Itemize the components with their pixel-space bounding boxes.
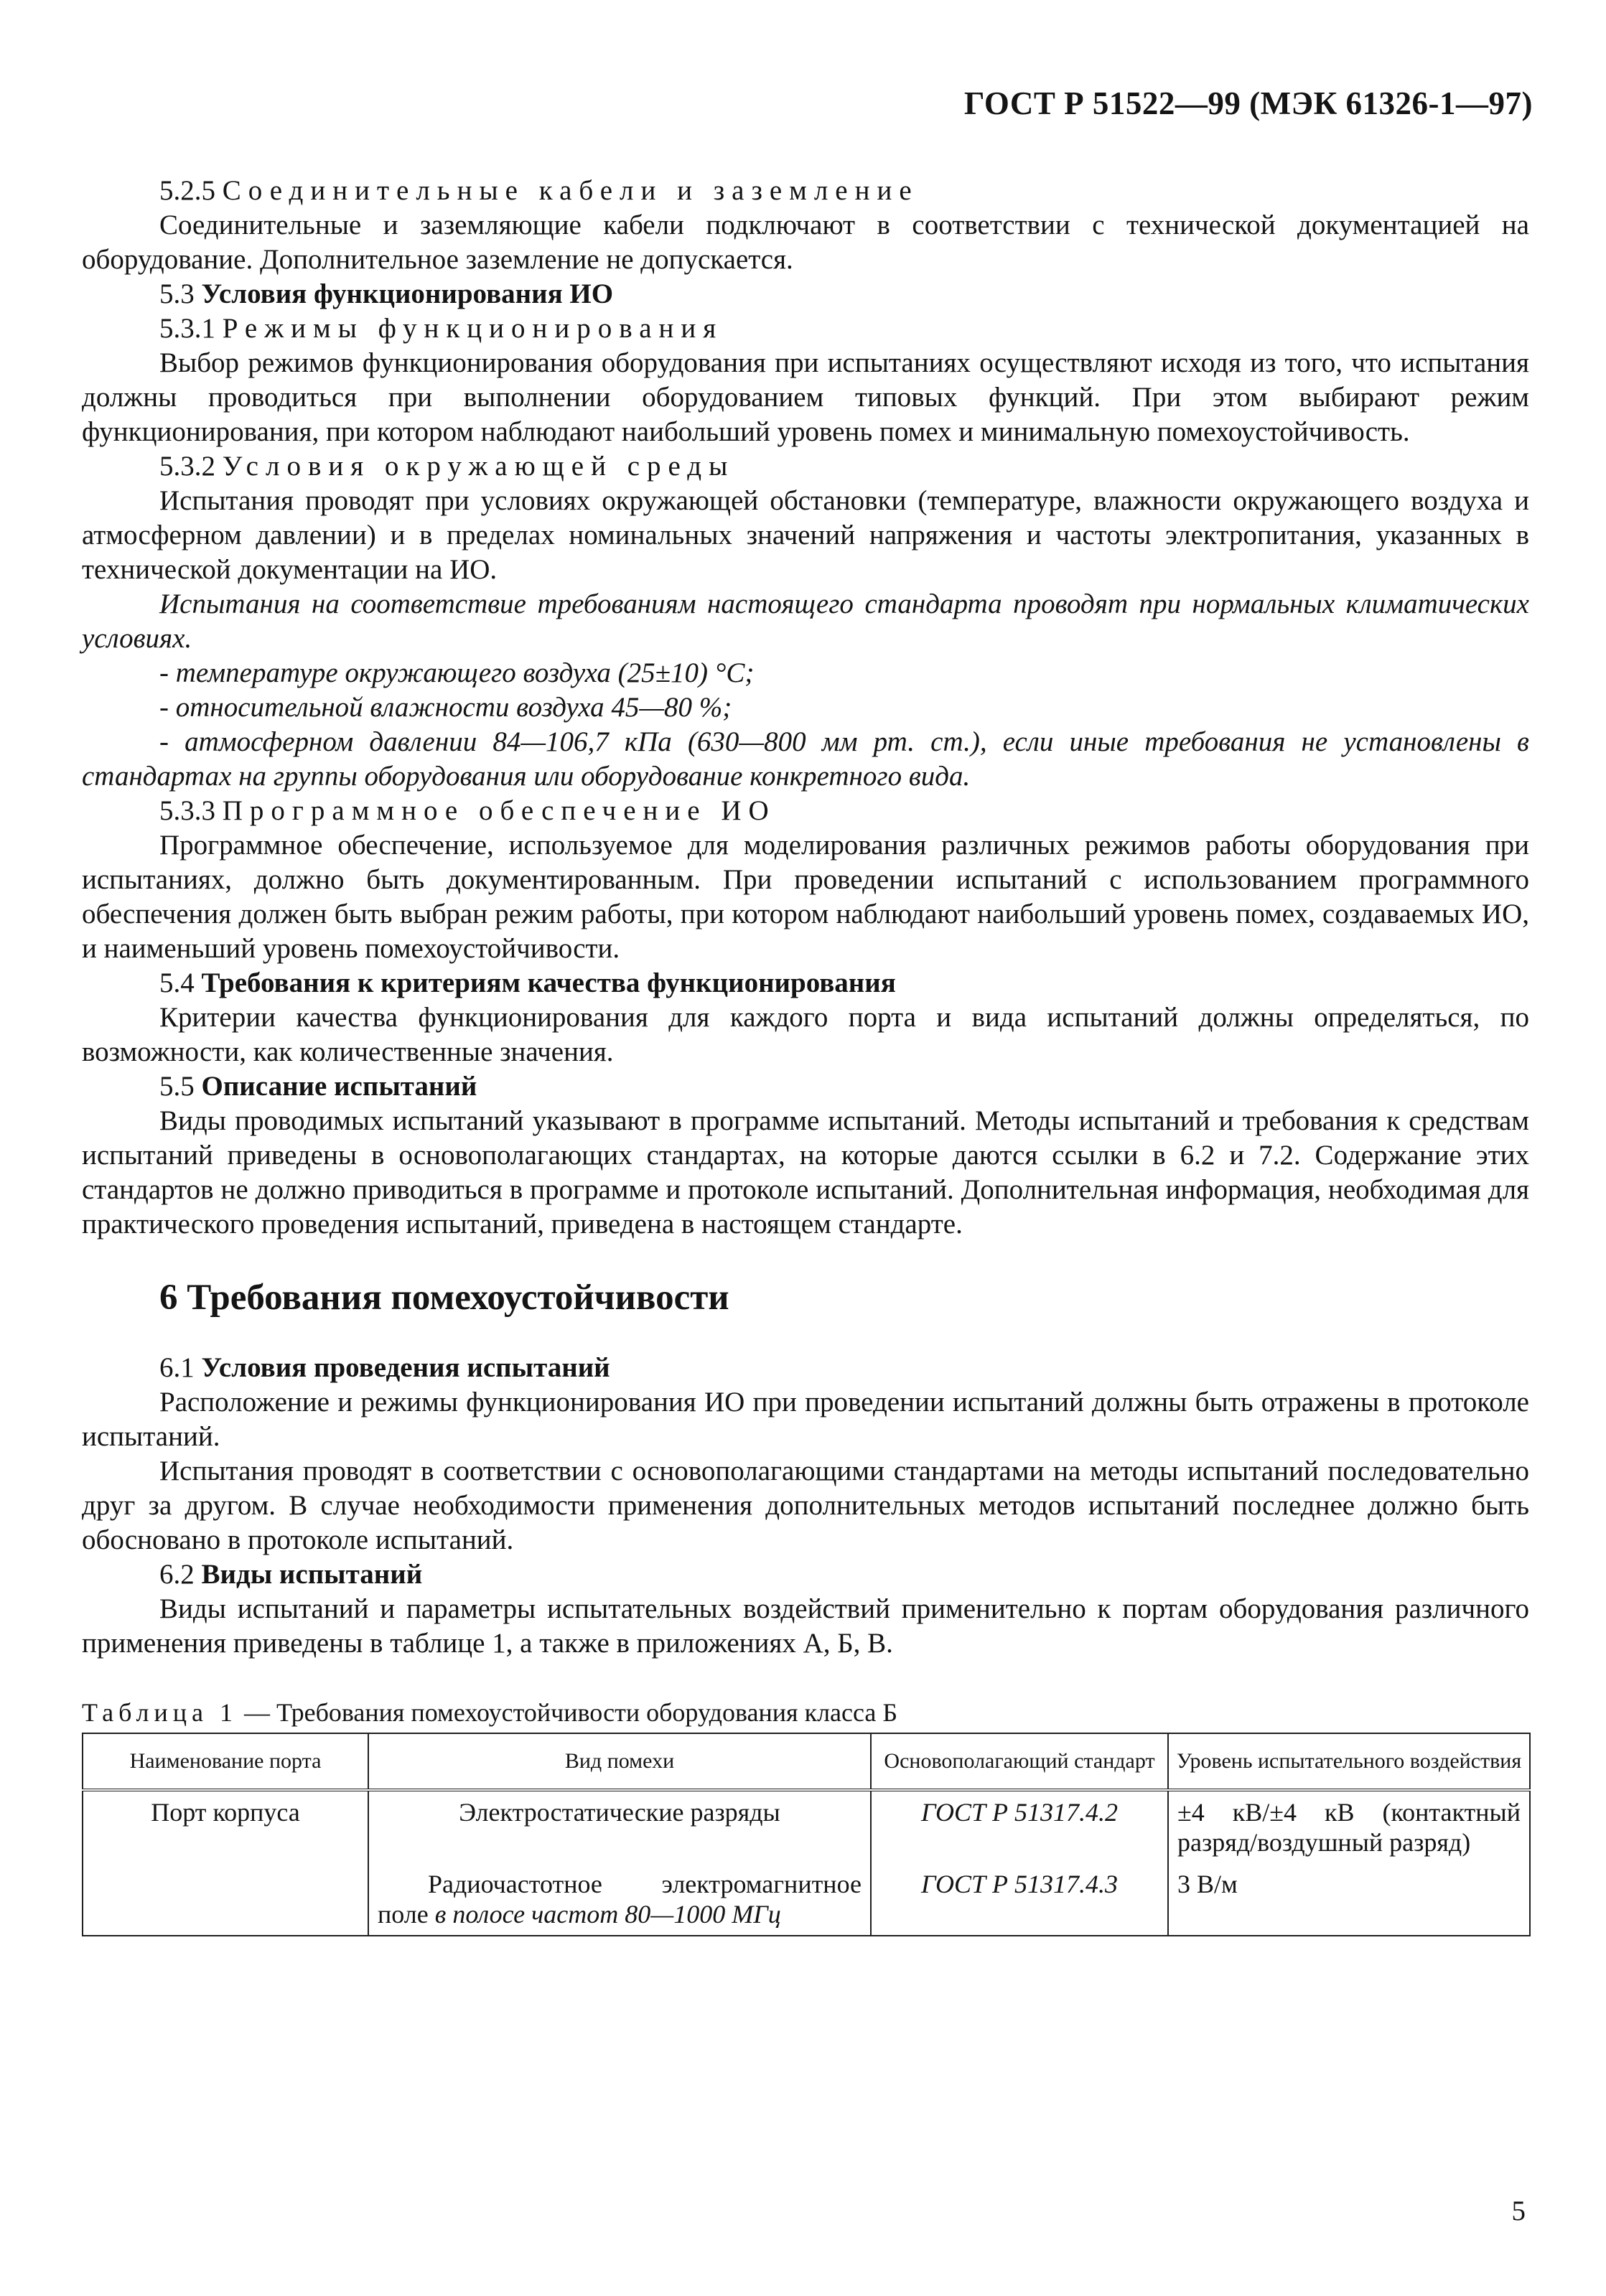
- test-level-cell: 3 В/м: [1168, 1863, 1530, 1936]
- table-row: [83, 1790, 1530, 1863]
- section-title: Соединительные кабели и заземление: [222, 175, 919, 206]
- document-body: [82, 174, 1529, 1936]
- section-number: 5.3.1: [159, 313, 215, 344]
- section-5-2-5-heading: [82, 174, 1529, 208]
- test-level-cell: ±4 кВ/±4 кВ (контактный разряд/воздушный разряд): [1168, 1790, 1530, 1863]
- section-6-2-heading: [82, 1557, 1529, 1592]
- section-title: Требования к критериям качества функционирования: [201, 967, 896, 998]
- section-title: Программное обеспечение ИО: [222, 795, 776, 826]
- chapter-number: 6: [159, 1278, 178, 1318]
- section-title: Режимы функционирования: [222, 313, 724, 344]
- section-title: Виды испытаний: [201, 1559, 423, 1590]
- port-name-cell: Порт корпуса: [83, 1790, 368, 1863]
- section-number: 6.2: [159, 1559, 195, 1590]
- page-number: 5: [1511, 2196, 1526, 2226]
- paragraph: Виды испытаний и параметры испытательных воздействий применительно к портам оборудования различного применения приведены в таблице 1, а также в приложениях А, Б, В.: [82, 1593, 1529, 1659]
- chapter-6-heading: [159, 1276, 1529, 1319]
- header-basic-standard: Основополагающий стандарт: [871, 1733, 1168, 1790]
- list-item: - температуре окружающего воздуха (25±10) °С;: [159, 657, 755, 688]
- frequency-band-text: в полосе частот 80—1000 МГц: [434, 1900, 781, 1929]
- standard-cell: ГОСТ Р 51317.4.2: [871, 1790, 1168, 1863]
- header-test-level: Уровень испытательного воздействия: [1168, 1733, 1530, 1790]
- section-5-3-3-heading: [82, 794, 1529, 828]
- section-5-5-heading: [82, 1069, 1529, 1104]
- list-item: - атмосферном давлении 84—106,7 кПа (630—800 мм рт. ст.), если иные требования не установлены в стандартах на группы оборудования или оборудование конкретного вида.: [82, 726, 1529, 792]
- interference-type-cell: [368, 1863, 871, 1936]
- port-name-cell-continued: [83, 1863, 368, 1936]
- requirements-table: [82, 1733, 1531, 1936]
- paragraph: Программное обеспечение, используемое для моделирования различных режимов работы оборудования при испытаниях, должно быть документированным. При проведении испытаний с использованием программного обеспечения должен быть выбран режим работы, при котором наблюдают наибольший уровень помех, создаваемых ИО, и наименьший уровень помехоустойчивости.: [82, 830, 1529, 964]
- table-title: — Требования помехоустойчивости оборудования класса Б: [237, 1698, 898, 1727]
- document-code-header: ГОСТ Р 51522—99 (МЭК 61326-1—97): [963, 85, 1533, 121]
- section-title: Условия окружающей среды: [222, 451, 735, 482]
- table-label: Таблица 1: [82, 1698, 238, 1727]
- paragraph: Виды проводимых испытаний указывают в программе испытаний. Методы испытаний и требования к средствам испытаний приведены в основополагающих стандартах, на которые даются ссылки в 6.2 и 7.2. Содержание этих стандартов не должно приводиться в программе и протоколе испытаний. Дополнительная информация, необходимая для практического проведения испытаний, приведена в настоящем стандарте.: [82, 1105, 1529, 1240]
- section-title: Описание испытаний: [201, 1071, 477, 1102]
- chapter-title: Требования помехоустойчивости: [187, 1278, 729, 1318]
- section-5-3-heading: [82, 277, 1529, 311]
- interference-type-text: Радиочастотное электромагнитное поле: [378, 1870, 862, 1929]
- section-number: 5.5: [159, 1071, 195, 1102]
- list-item: - относительной влажности воздуха 45—80 %;: [159, 692, 732, 723]
- paragraph: Испытания проводят в соответствии с основополагающими стандартами на методы испытаний последовательно друг за другом. В случае необходимости применения дополнительных методов испытаний последнее должно быть обосновано в протоколе испытаний.: [82, 1456, 1529, 1555]
- paragraph: Испытания проводят при условиях окружающей обстановки (температуре, влажности окружающего воздуха и атмосферном давлении) и в пределах номинальных значений напряжения и частоты электропитания, указанных в технической документации на ИО.: [82, 485, 1529, 585]
- section-number: 5.3.3: [159, 795, 215, 826]
- header-interference-type: Вид помехи: [368, 1733, 871, 1790]
- table-caption: [82, 1697, 1529, 1728]
- table-row: [83, 1863, 1530, 1936]
- paragraph: Выбор режимов функционирования оборудования при испытаниях осуществляют исходя из того, что испытания должны проводиться при выполнении оборудованием типовых функций. При этом выбирают режим функционирования, при котором наблюдают наибольший уровень помех и минимальную помехоустойчивость.: [82, 347, 1529, 447]
- section-number: 6.1: [159, 1352, 195, 1383]
- section-number: 5.3.2: [159, 451, 215, 482]
- paragraph: Соединительные и заземляющие кабели подключают в соответствии с технической документацией на оборудование. Дополнительное заземление не допускается.: [82, 210, 1529, 275]
- section-title: Условия проведения испытаний: [201, 1352, 610, 1383]
- section-5-4-heading: [82, 966, 1529, 1001]
- section-number: 5.3: [159, 278, 195, 309]
- paragraph: Расположение и режимы функционирования ИО при проведении испытаний должны быть отражены в протоколе испытаний.: [82, 1387, 1529, 1452]
- section-number: 5.4: [159, 967, 195, 998]
- section-5-3-2-heading: [82, 449, 1529, 484]
- interference-type-cell: Электростатические разряды: [368, 1790, 871, 1863]
- section-title: Условия функционирования ИО: [201, 278, 614, 309]
- italic-paragraph: Испытания на соответствие требованиям настоящего стандарта проводят при нормальных климатических условиях.: [82, 589, 1529, 654]
- standard-cell: ГОСТ Р 51317.4.3: [871, 1863, 1168, 1936]
- header-port-name: Наименование порта: [83, 1733, 368, 1790]
- section-5-3-1-heading: [82, 311, 1529, 346]
- section-6-1-heading: [82, 1351, 1529, 1385]
- section-number: 5.2.5: [159, 175, 215, 206]
- table-header-row: [83, 1733, 1530, 1790]
- paragraph: Критерии качества функционирования для каждого порта и вида испытаний должны определяться, по возможности, как количественные значения.: [82, 1002, 1529, 1067]
